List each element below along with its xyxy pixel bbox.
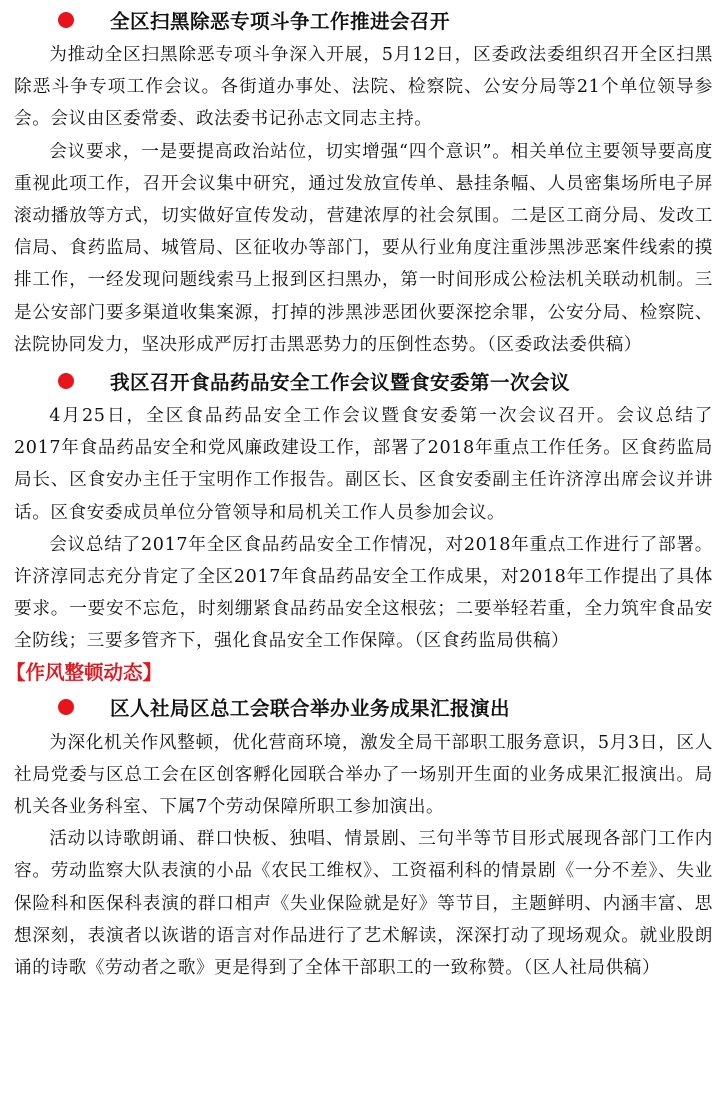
article-title: 全区扫黑除恶专项斗争工作推进会召开 [110,9,451,33]
article-title: 区人社局区总工会联合举办业务成果汇报演出 [110,697,511,721]
article-paragraph: 为推动全区扫黑除恶专项斗争深入开展，5月12日，区委政法委组织召开全区扫黑除恶斗争专项工作会议。各街道办事处、法院、检察院、公安分局等21个单位领导参会。会议由区委常委、政法委书记孙志文同志主持。 [14,45,713,130]
bullet-icon [58,373,74,389]
article-heading [14,0,713,39]
article-title: 我区召开食品药品安全工作会议暨食安委第一次会议 [110,370,571,394]
article-heading [14,688,713,727]
article-paragraph: 活动以诗歌朗诵、群口快板、独唱、情景剧、三句半等节目形式展现各部门工作内容。劳动监察大队表演的小品《农民工维权》、工资福利科的情景剧《一分不差》、失业保险科和医保科表演的群口相声《失业保险就是好》等节目，主题鲜明、内涵丰富、思想深刻，表演者以诙谐的语言对作品进行了艺术解读，深深打动了现场观众。就业股朗诵的诗歌《劳动者之歌》更是得到了全体干部职工的一致称赞。（区人社局供稿） [14,829,713,979]
bullet-icon [58,699,74,715]
article-paragraph: 会议要求，一是要提高政治站位，切实增强“四个意识”。相关单位主要领导要高度重视此项工作，召开会议集中研究，通过发放宣传单、悬挂条幅、人员密集场所电子屏滚动播放等方式，切实做好宣传发动，营建浓厚的社会氛围。二是区工商分局、发改工信局、食药监局、城管局、区征收办等部门，要从行业角度注重涉黑涉恶案件线索的摸排工作，一经发现问题线索马上报到区扫黑办，第一时间形成公检法机关联动机制。三是公安部门要多渠道收集案源，打掉的涉黑涉恶团伙要深挖余罪，公安分局、检察院、法院协同发力，坚决形成严厉打击黑恶势力的压倒性态势。（区委政法委供稿） [14,141,713,355]
article-paragraph: 为深化机关作风整顿，优化营商环境，激发全局干部职工服务意识，5月3日，区人社局党委与区总工会在区创客孵化园联合举办了一场别开生面的业务成果汇报演出。局机关各业务科室、下属7个劳动保障所职工参加演出。 [14,732,713,818]
bullet-icon [58,12,74,28]
article-paragraph: 4月25日，全区食品药品安全工作会议暨食安委第一次会议召开。会议总结了2017年食品药品安全和党风廉政建设工作，部署了2018年重点工作任务。区食药监局局长、区食安办主任于宝明作工作报告。副区长、区食安委副主任许济淳出席会议并讲话。区食安委成员单位分管领导和局机关工作人员参加会议。 [14,406,713,523]
article-heading [14,361,713,400]
article-paragraph: 会议总结了2017年全区食品药品安全工作情况，对2018年重点工作进行了部署。许济淳同志充分肯定了全区2017年食品药品安全工作成果，对2018年工作提出了具体要求。一要安不忘危，时刻绷紧食品药品安全这根弦；二要举轻若重，全力筑牢食品安全防线；三要多管齐下，强化食品安全工作保障。（区食药监局供稿） [14,534,713,652]
section-tag: 【作风整顿动态】 [6,660,163,684]
